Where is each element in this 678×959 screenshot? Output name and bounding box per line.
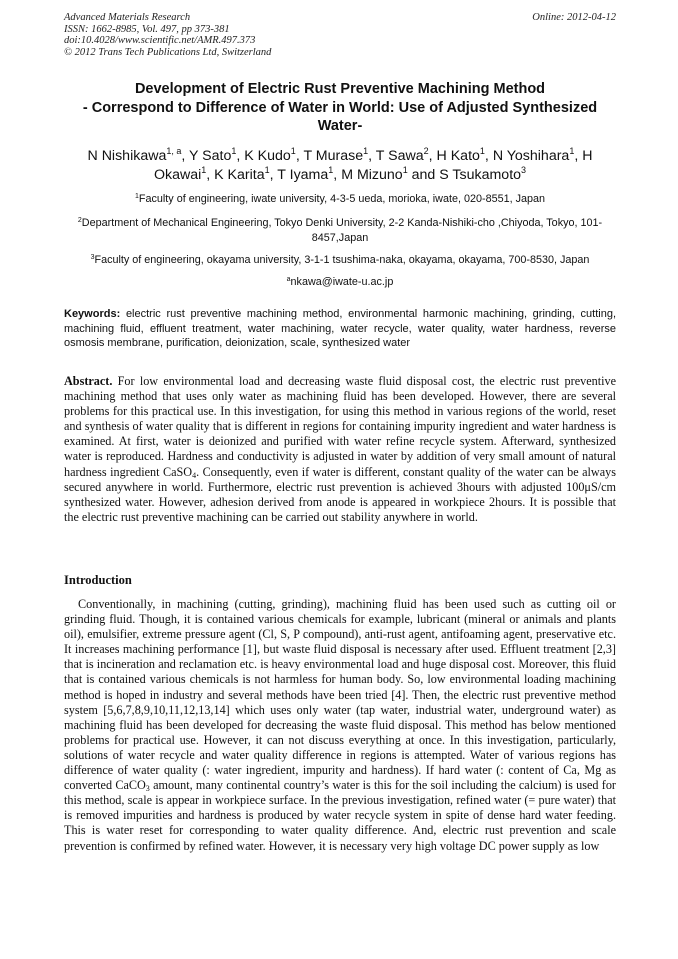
author-name: Y Sato — [189, 148, 232, 164]
email-mark: a — [286, 276, 291, 283]
doi-line: doi:10.4028/www.scientific.net/AMR.497.373 — [64, 35, 256, 47]
author-name: K Kudo — [244, 148, 291, 164]
author-affil-mark: 1 — [290, 146, 296, 156]
author-affil-mark: 2 — [423, 146, 429, 156]
author-name: N Yoshihara — [492, 148, 570, 164]
online-date: Online: 2012-04-12 — [532, 12, 616, 23]
contact-email — [60, 275, 620, 290]
paper-title — [64, 80, 616, 136]
affiliation-text: Faculty of engineering, okayama university, 3-1-1 tsushima-naka, okayama, okayama, 700-8530, Japan — [94, 254, 590, 266]
journal-header — [64, 12, 616, 58]
author-affil-mark: 1 — [328, 165, 334, 175]
title-line-2: - Correspond to Difference of Water in World: Use of Adjusted Synthesized — [82, 99, 598, 116]
author-affil-mark: 1 — [264, 165, 270, 175]
intro-text: Conventionally, in machining (cutting, grinding), machining fluid has been used such as cutting oil or grinding fluid. Though, it is contained various chemicals for example, lubricant (mineral or animals and plants oil), emulsifier, extreme pressure agent (Cl, S, P compound), anti-rust agent, antifoaming agent, preservative etc. It increases machining performance [1], but waste fluid disposal is necessary after used. Effluent treatment [2,3] that is incineration and reclamation etc. is heavy environmental load and huge disposal cost. Moreover, this fluid that is contained various chemicals is not harmless for human body. So, low environmental loading machining method is hoped in industry and several methods have been tried [4]. Then, the electric rust preventive method system [5,6,7,8,9,10,11,12,13,14] which uses only water (tap water, industrial water, underground water) as machining fluid has been developed for decreasing the waste fluid disposal. This method has below mentioned problems for practical use. However, it can not discuss everything at once. In this investigation, particularly, solutions of water recycle and water quality difference in regions is attempted. Water of various regions has difference of water quality (: water ingredient, impurity and hardness). If hard water (: content of Ca, Mg as converted CaCO — [64, 597, 616, 793]
abstract-text-end: . Consequently, even if water is different, constant quality of the water can be always secured anywhere in world. Furthermore, electric rust prevention is achieved 3hours with adjusted 100μS/cm synthesized water. However, adhesion derived from anode is appeared in workpiece 2hours. It is possible that the electric rust preventive machining can be carried out stability anywhere in world. — [64, 464, 616, 524]
authors-conjunction: and — [411, 167, 436, 183]
abstract-subscript: 4 — [192, 470, 197, 480]
author-affil-mark: 1 — [569, 146, 575, 156]
affiliation-1 — [60, 192, 620, 207]
author-affil-mark: 3 — [521, 165, 527, 175]
affiliation-mark: 1 — [134, 193, 139, 200]
author-list: N Nishikawa$^{1, a}$, Y Sato$^1$, K Kudo$^1$, T Murase$^1$, T Sawa$^2$, H Kato$^1$, N Yoshihara$^1$, H Okawai$^1$, K Karita$^1$, T Iyama$^1$, M Mizuno$^1$ and S Tsukamoto$^3$ — [87, 146, 593, 183]
abstract — [64, 374, 616, 525]
author-name: T Sawa — [375, 148, 424, 164]
copyright-line: © 2012 Trans Tech Publications Ltd, Switzerland — [64, 46, 272, 58]
author-name: K Karita — [214, 167, 265, 183]
intro-subscript: 3 — [145, 784, 150, 794]
author-name: T Murase — [303, 148, 364, 164]
journal-name: Advanced Materials Research — [64, 12, 191, 23]
author-affil-mark: 1 — [201, 165, 207, 175]
intro-text-end: amount, many continental country’s water is this for the soil including the calcium) is used for this method, scale is appear in workpiece surface. In the previous investigation, refined water (= pure water) that is removed impurities and hardness is produced by water recycle system in spite of dense hard water feeding. This is water reset for corresponding to water quality difference. And, electric rust prevention and scale prevention is confirmed by refined water. However, it is necessary very high voltage DC power supply as low — [64, 778, 616, 853]
author-name: H Kato — [436, 148, 480, 164]
affiliation-mark: 2 — [77, 217, 82, 224]
author-name: H Okawai — [153, 148, 593, 183]
keywords-label: Keywords: — [64, 308, 121, 320]
affiliation-mark: 3 — [90, 254, 95, 261]
author-affil-mark: 1 — [363, 146, 369, 156]
author-name: M Mizuno — [341, 167, 403, 183]
abstract-label: Abstract. — [64, 374, 113, 388]
section-heading-introduction: Introduction — [64, 573, 132, 587]
title-line-3: Water- — [317, 118, 363, 134]
author-affil-mark: 1 — [479, 146, 485, 156]
email-address: nkawa@iwate-u.ac.jp — [290, 276, 394, 288]
author-affil-mark: 1 — [231, 146, 237, 156]
affiliation-text: Department of Mechanical Engineering, Tokyo Denki University, 2-2 Kanda-Nishiki-cho ,Chiyoda, Tokyo, 101-8457,Japan — [81, 217, 603, 244]
introduction-paragraph — [64, 597, 616, 854]
affiliation-3 — [60, 253, 620, 268]
title-line-1: Development of Electric Rust Preventive Machining Method — [134, 81, 546, 97]
issn-line: ISSN: 1662-8985, Vol. 497, pp 373-381 — [64, 23, 230, 35]
author-affil-mark: 1 — [402, 165, 408, 175]
keywords-text: electric rust preventive machining method, environmental harmonic machining, grinding, cutting, machining fluid, effluent treatment, water machining, water recycle, water quality, water hardness, reverse osmosis membrane, purification, deionization, scale, synthesized water — [64, 308, 617, 349]
affiliation-2 — [60, 216, 620, 245]
keywords — [64, 307, 616, 351]
author-affil-mark: 1, a — [166, 146, 182, 156]
author-name: N Nishikawa — [87, 148, 167, 164]
affiliation-text: Faculty of engineering, iwate university, 4-3-5 ueda, morioka, iwate, 020-8551, Japan — [138, 193, 546, 205]
author-name: T Iyama — [277, 167, 329, 183]
abstract-text: For low environmental load and decreasing waste fluid disposal cost, the electric rust preventive machining method that uses only water as machining fluid has been developed. However, there are several problems for this practical use. In this investigation, for using this method in various regions of the world, reset and synthesis of water quality that is different in regions for containing impurity ingredient and water hardness is examined. At first, water is deionized and purified with water refine recycle system. Afterward, synthesized water is reproduced. Hardness and conductivity is adjusted in water by addition of very small amount of natural hardness ingredient CaSO — [64, 374, 616, 479]
author-name: S Tsukamoto — [439, 167, 522, 183]
